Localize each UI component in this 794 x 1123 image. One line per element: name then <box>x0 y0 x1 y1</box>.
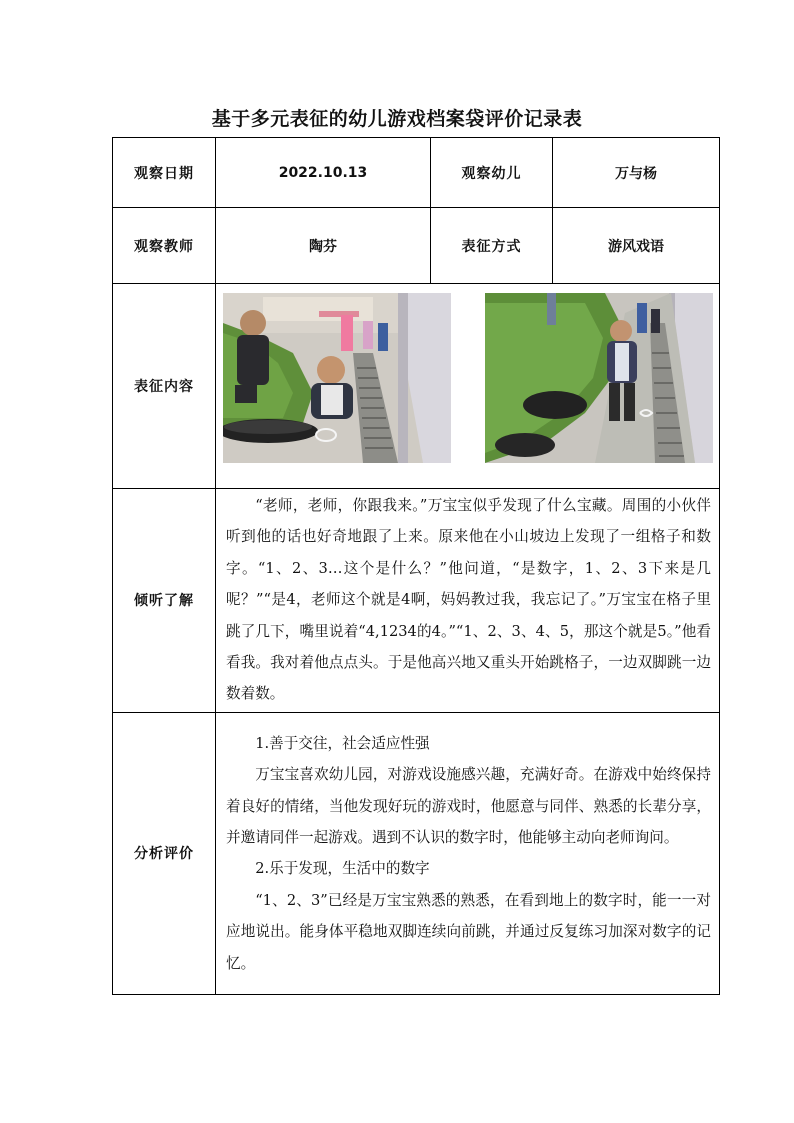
observe-teacher-value: 陶芬 <box>216 208 431 284</box>
page-title: 基于多元表征的幼儿游戏档案袋评价记录表 <box>211 108 583 130</box>
listen-cell <box>216 489 720 713</box>
record-table <box>112 137 720 995</box>
photos-cell <box>216 284 720 489</box>
observe-child-value: 万与杨 <box>553 138 720 208</box>
observe-date-value: 2022.10.13 <box>216 138 431 208</box>
listen-label: 倾听了解 <box>113 489 216 713</box>
row-teacher-method <box>113 208 720 284</box>
row-analysis <box>113 712 720 994</box>
observe-child-label: 观察幼儿 <box>431 138 553 208</box>
analysis-heading-2: 2.乐于发现，生活中的数字 <box>255 860 430 878</box>
representation-method-label: 表征方式 <box>431 208 553 284</box>
row-representation-content <box>113 284 720 489</box>
representation-method-value: 游风戏语 <box>553 208 720 284</box>
analysis-paragraph-1: 万宝宝喜欢幼儿园，对游戏设施感兴趣，充满好奇。在游戏中始终保持着良好的情绪，当他发现好玩的游戏时，他愿意与同伴、熟悉的长辈分享，并邀请同伴一起游戏。遇到不认识的数字时，他能够主动向老师询问。 <box>226 766 711 846</box>
analysis-heading-1: 1.善于交往，社会适应性强 <box>255 734 430 752</box>
analysis-paragraph-2: “1、2、3”已经是万宝宝熟悉的熟悉，在看到地上的数字时，能一一对应地说出。能身体平稳地双脚连续向前跳，并通过反复练习加深对数字的记忆。 <box>226 891 711 972</box>
analysis-label: 分析评价 <box>113 712 216 994</box>
observe-date-label: 观察日期 <box>113 138 216 208</box>
analysis-cell <box>216 712 720 994</box>
listen-text: “老师，老师，你跟我来。”万宝宝似乎发现了什么宝藏。周围的小伙伴听到他的话也好奇地跟了上来。原来他在小山坡边上发现了一组格子和数字。“1、2、3…这个是什么？”他问道，“是数字，1、2、3下来是几呢？”“是4，老师这个就是4啊，妈妈教过我，我忘记了。”万宝宝在格子里跳了几下，嘴里说着“4,1234的4。”“1、2、3、4、5，那这个就是5。”他看看我。我对着他点点头。于是他高兴地又重头开始跳格子，一边双脚跳一边数着数。 <box>226 497 711 703</box>
row-listen <box>113 489 720 713</box>
observe-teacher-label: 观察教师 <box>113 208 216 284</box>
photo-child-hopping-grid <box>485 293 713 463</box>
photo-child-writing-chalk <box>223 293 451 463</box>
representation-content-label: 表征内容 <box>113 284 216 489</box>
row-date-child <box>113 138 720 208</box>
